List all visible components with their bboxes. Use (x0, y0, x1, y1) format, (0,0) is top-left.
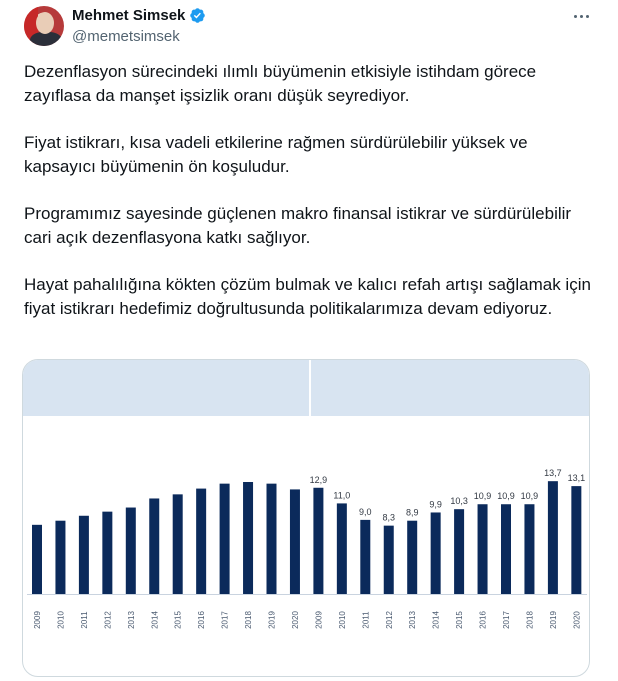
chart-bar (384, 526, 394, 594)
chart-bar (126, 508, 136, 594)
x-tick-label: 2012 (384, 611, 394, 629)
chart-bar (290, 489, 300, 594)
x-tick-label: 2010 (337, 611, 347, 629)
bar-chart (23, 416, 590, 677)
chart-bar (454, 509, 464, 594)
chart-bar (548, 481, 558, 594)
chart-bar (524, 504, 534, 594)
display-name[interactable]: Mehmet Simsek (72, 7, 186, 24)
chart-bar (102, 512, 112, 594)
x-tick-label: 2014 (150, 611, 160, 629)
tweet-text (24, 60, 594, 344)
data-label: 11,0 (333, 490, 351, 501)
x-tick-label: 2018 (525, 611, 535, 629)
data-label: 12,9 (309, 474, 328, 485)
verified-badge-icon (189, 7, 206, 24)
tweet-paragraph: Dezenflasyon sürecindeki ılımlı büyümenin etkisiyle istihdam görece zayıflasa da manşet işsizlik oranı düşük seyrediyor. (24, 62, 537, 105)
data-label: 8,3 (382, 512, 396, 523)
x-tick-label: 2020 (572, 611, 582, 629)
x-tick-label: 2017 (502, 611, 511, 629)
chart-bar (220, 484, 230, 594)
x-tick-label: 2014 (431, 611, 441, 629)
tweet-paragraph: Programımız sayesinde güçlenen makro finansal istikrar ve sürdürülebilir cari açık dezenflasyona katkı sağlıyor. (24, 204, 572, 247)
data-label: 8,9 (405, 507, 419, 518)
chart-bar (55, 521, 65, 594)
chart-bar (79, 516, 89, 594)
chart-bar (313, 488, 323, 594)
tweet-paragraph: Hayat pahalılığına kökten çözüm bulmak ve kalıcı refah artışı sağlamak için fiyat istikrarı hedefimiz doğrultusunda politikalarımıza devam ediyoruz. (24, 275, 591, 318)
x-tick-label: 2011 (361, 611, 371, 629)
x-tick-label: 2015 (173, 611, 183, 629)
x-tick-label: 2009 (314, 611, 324, 629)
x-tick-label: 2013 (126, 611, 136, 629)
data-label: 9,0 (359, 506, 372, 517)
data-label: 10,9 (473, 491, 492, 502)
x-tick-label: 2016 (478, 611, 488, 629)
chart-header-divider (309, 360, 311, 416)
avatar-face (36, 12, 54, 34)
x-tick-label: 2018 (244, 611, 254, 629)
x-tick-label: 2016 (197, 611, 207, 629)
x-tick-label: 2020 (290, 611, 300, 629)
chart-bar (267, 484, 277, 594)
chart-bar (407, 521, 417, 594)
data-label: 13,7 (544, 468, 562, 479)
data-label: 13,1 (567, 473, 586, 484)
chart-bar (243, 482, 253, 594)
x-tick-label: 2011 (79, 611, 89, 629)
chart-bar (196, 489, 206, 594)
chart-bar (149, 498, 159, 594)
data-label: 10,3 (450, 496, 468, 507)
x-tick-label: 2015 (455, 611, 465, 629)
data-label: 9,9 (429, 499, 442, 510)
data-label: 10,9 (497, 491, 515, 502)
chart-bar (337, 503, 347, 594)
chart-bar (478, 504, 488, 594)
tweet-header (0, 0, 618, 56)
x-tick-label: 2012 (103, 611, 113, 629)
chart-bar (431, 512, 441, 594)
name-row (72, 7, 206, 24)
tweet-media-image[interactable] (22, 359, 590, 677)
chart-bar (571, 486, 581, 594)
x-tick-label: 2017 (220, 611, 230, 629)
x-tick-label: 2019 (548, 611, 558, 629)
chart-header-band (23, 360, 590, 416)
data-label: 10,9 (520, 491, 539, 502)
chart-bar (32, 525, 42, 594)
avatar[interactable] (24, 6, 64, 46)
chart-bar (360, 520, 370, 594)
chart-bar (501, 504, 511, 594)
chart-bar (173, 494, 183, 594)
avatar-suit (30, 32, 62, 46)
user-handle[interactable]: @memetsimsek (72, 28, 180, 45)
x-tick-label: 2019 (267, 611, 277, 629)
x-tick-label: 2010 (56, 611, 66, 629)
x-tick-label: 2009 (33, 611, 42, 629)
x-tick-label: 2013 (408, 611, 418, 629)
more-options-icon[interactable] (568, 6, 594, 26)
tweet-paragraph: Fiyat istikrarı, kısa vadeli etkilerine rağmen sürdürülebilir yüksek ve kapsayıcı büyümenin ön koşuludur. (24, 133, 528, 176)
